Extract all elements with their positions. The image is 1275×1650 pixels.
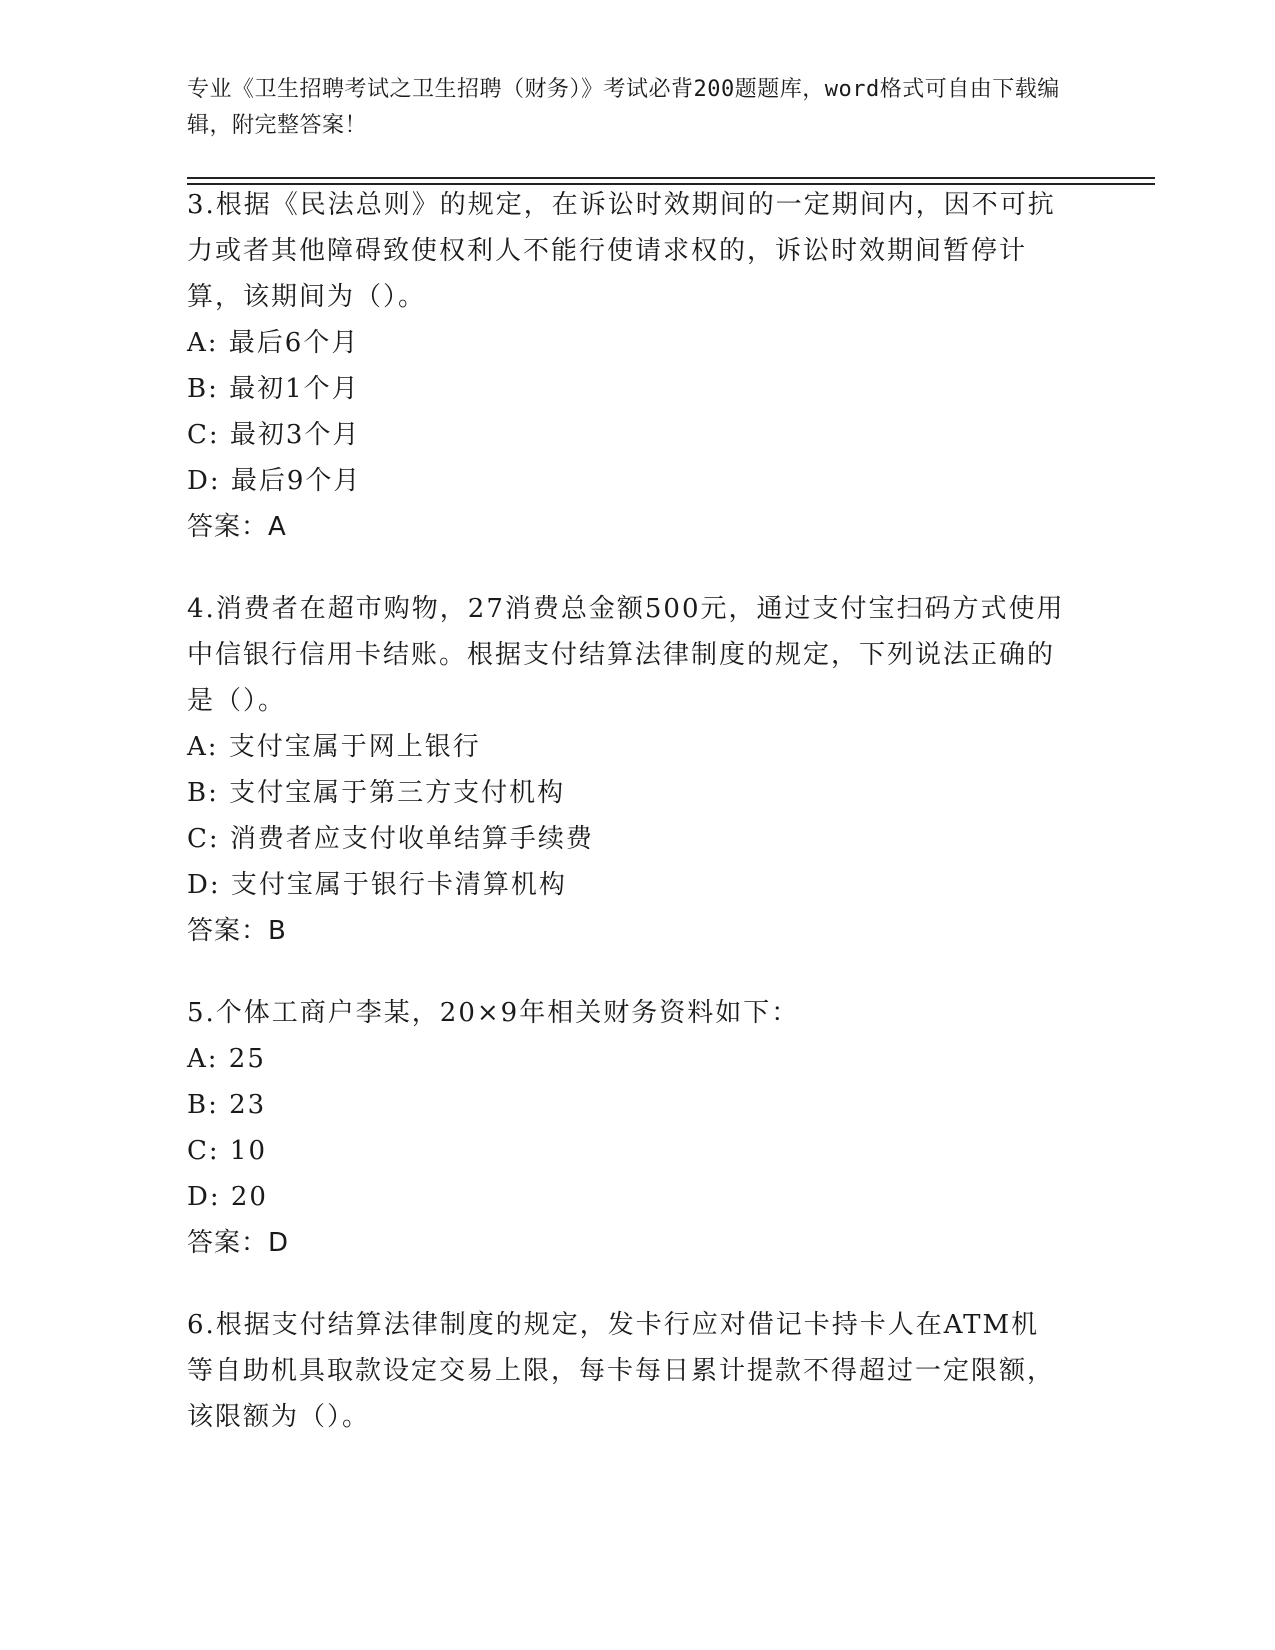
option-c: C: 10 <box>187 1136 268 1166</box>
option-a: A: 25 <box>187 1044 266 1074</box>
question-stem: 6.根据支付结算法律制度的规定，发卡行应对借记卡持卡人在ATM机等自助机具取款设定交易上限，每卡每日累计提款不得超过一定限额，该限额为（）。 <box>187 1310 1056 1432</box>
option-b: B: 支付宝属于第三方支付机构 <box>187 778 566 808</box>
option-a: A: 最后6个月 <box>187 328 360 358</box>
question-6 <box>187 1302 1067 1440</box>
question-stem: 3.根据《民法总则》的规定，在诉讼时效期间的一定期间内，因不可抗力或者其他障碍致使权利人不能行使请求权的，诉讼时效期间暂停计算，该期间为（）。 <box>187 190 1056 312</box>
option-c: C: 最初3个月 <box>187 420 361 450</box>
option-d: D: 最后9个月 <box>187 466 362 496</box>
question-4 <box>187 586 1067 954</box>
answer-label: 答案：D <box>187 1228 290 1258</box>
header-divider <box>187 177 1155 179</box>
option-d: D: 20 <box>187 1182 268 1212</box>
question-stem: 5.个体工商户李某，20×9年相关财务资料如下： <box>187 998 800 1028</box>
question-5 <box>187 990 1067 1266</box>
answer-label: 答案：B <box>187 916 287 946</box>
option-a: A: 支付宝属于网上银行 <box>187 732 481 762</box>
answer-label: 答案：A <box>187 512 287 542</box>
question-stem: 4.消费者在超市购物，27消费总金额500元，通过支付宝扫码方式使用中信银行信用卡结账。根据支付结算法律制度的规定，下列说法正确的是（）。 <box>187 594 1065 716</box>
header-note: 专业《卫生招聘考试之卫生招聘（财务）》考试必背200题题库，word格式可自由下载编辑，附完整答案！ <box>187 77 1060 138</box>
option-d: D: 支付宝属于银行卡清算机构 <box>187 870 567 900</box>
option-b: B: 最初1个月 <box>187 374 360 404</box>
option-c: C: 消费者应支付收单结算手续费 <box>187 824 594 854</box>
option-b: B: 23 <box>187 1090 267 1120</box>
question-3 <box>187 182 1067 550</box>
